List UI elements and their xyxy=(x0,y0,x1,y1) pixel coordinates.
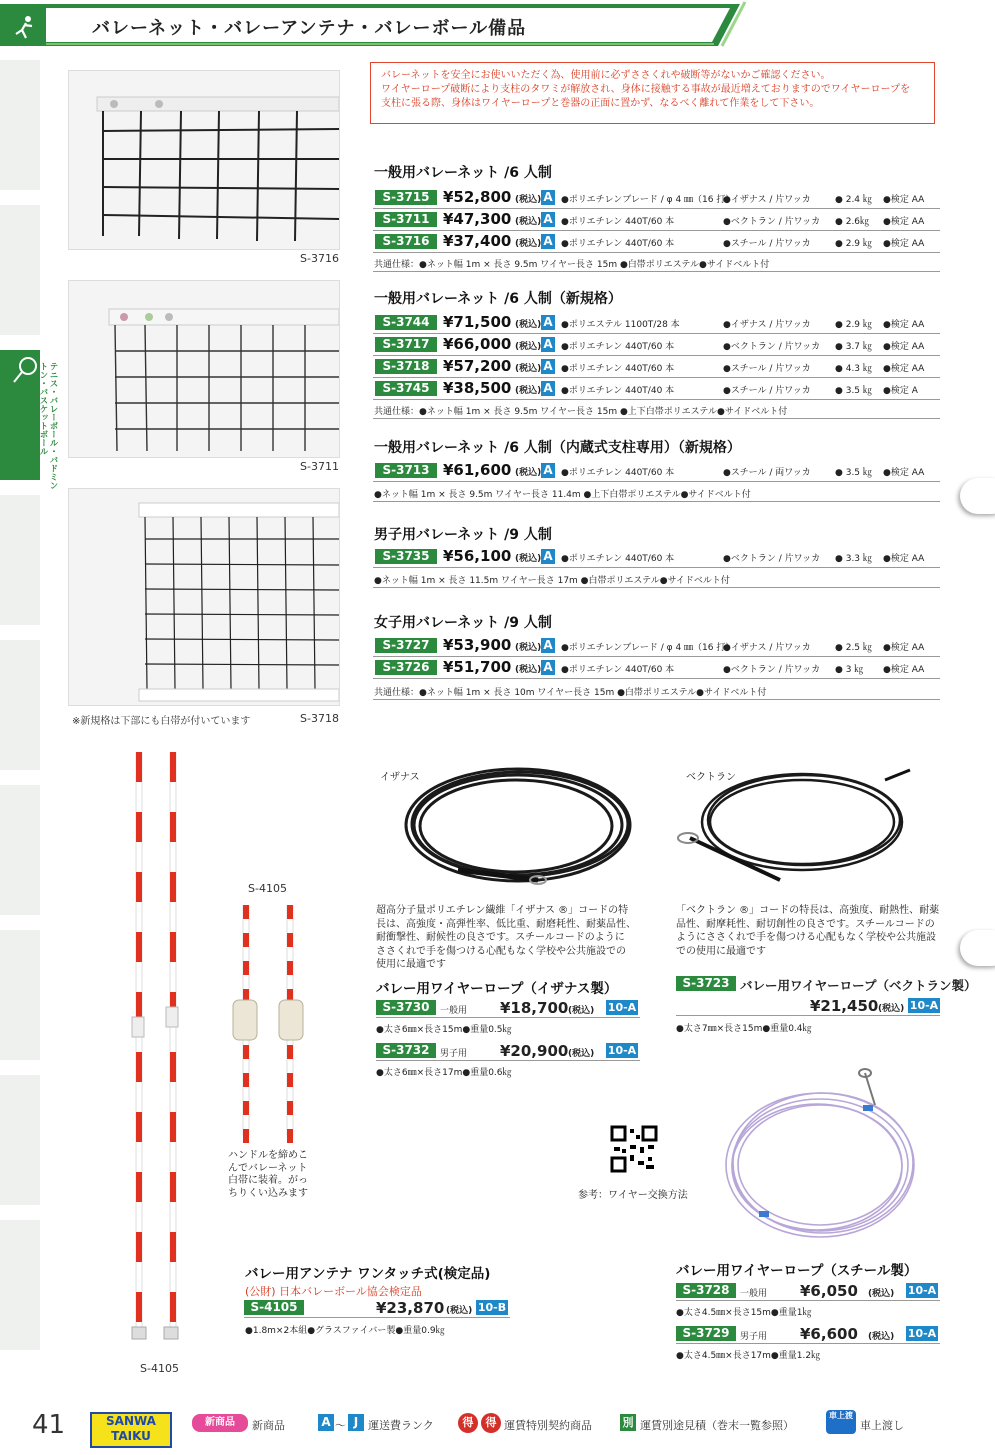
side-tab-7[interactable] xyxy=(0,930,40,1060)
net-photo-s3718 xyxy=(68,488,340,706)
wire-price-row xyxy=(376,1042,640,1061)
new-product-label: 新商品 xyxy=(252,1419,285,1432)
product-price: ¥18,700 xyxy=(500,999,569,1017)
product-code: S-3729 xyxy=(676,1326,736,1341)
vectran-description xyxy=(676,904,939,958)
side-tab-2[interactable] xyxy=(0,205,40,335)
product-row xyxy=(373,232,940,253)
izanas-label: イザナス xyxy=(380,772,420,783)
antenna-caption-top: S-4105 xyxy=(248,882,287,895)
product-price: ¥47,300 xyxy=(443,210,512,228)
material-spec: ●ポリエチレン 440T/60 本 xyxy=(561,554,675,564)
product-price: ¥57,200 xyxy=(443,357,512,375)
izanas-desc-line: 耐衝撃性、耐候性の良さです。スチールコードのように xyxy=(376,932,625,943)
rank-j-badge: J xyxy=(348,1414,364,1431)
antenna-title: バレー用アンテナ ワンタッチ式(検定品) xyxy=(245,1266,491,1282)
usage-type: 男子用 xyxy=(440,1049,468,1059)
product-price: ¥20,900 xyxy=(500,1042,569,1060)
certification: ●検定 AA xyxy=(883,342,925,352)
tax-label: (税込) xyxy=(868,1289,895,1299)
material-spec: ●ポリエチレン 440T/60 本 xyxy=(561,217,675,227)
product-price: ¥52,800 xyxy=(443,188,512,206)
page-title: バレーネット・バレーアンテナ・バレーボール備品 xyxy=(92,18,527,39)
wire-spec: ●ベクトラン / 片ワッカ xyxy=(723,217,821,227)
wire-spec: ●ベクトラン / 片ワッカ xyxy=(723,554,821,564)
certification: ●検定 AA xyxy=(883,643,925,653)
product-code: S-3735 xyxy=(375,549,437,564)
shipping-rank-badge: 10-B xyxy=(477,1301,507,1314)
tax-label: (税込) xyxy=(515,364,542,374)
product-code: S-3718 xyxy=(375,359,437,374)
antenna-red-stripe xyxy=(136,1292,142,1322)
section-title: 一般用バレーネット /6 人制（内蔵式支柱専用）（新規格） xyxy=(374,440,741,456)
section-title: 男子用バレーネット /9 人制 xyxy=(374,527,552,543)
section-divider xyxy=(373,501,940,502)
izanas-wire-image xyxy=(398,760,638,895)
shipping-rank-badge: A xyxy=(541,638,555,653)
product-price: ¥23,870 xyxy=(376,1299,445,1317)
antenna-red-stripe xyxy=(170,872,176,902)
antenna-red-stripe xyxy=(170,1052,176,1082)
antenna-red-stripe xyxy=(170,1112,176,1142)
product-price: ¥56,100 xyxy=(443,547,512,565)
certification: ●検定 AA xyxy=(883,217,925,227)
volleyball-player-icon xyxy=(12,14,38,40)
weight: ● 3.3 ㎏ xyxy=(835,554,872,564)
section-title: 女子用バレーネット /9 人制 xyxy=(374,615,552,631)
binder-hole-2 xyxy=(960,930,995,966)
product-row xyxy=(373,188,940,209)
weight: ● 3.7 ㎏ xyxy=(835,342,872,352)
antenna-red-stripe xyxy=(287,1045,293,1059)
antenna-red-stripe xyxy=(243,1073,249,1087)
brand-line-2: TAIKU xyxy=(111,1429,151,1443)
wire-spec: ●太さ4.5㎜×長さ17m●重量1.2㎏ xyxy=(676,1351,821,1361)
product-code: S-3730 xyxy=(376,1000,436,1015)
vectran-desc-line: での使用に最適です xyxy=(676,945,766,957)
photo-note: ※新規格は下部にも白帯が付いています xyxy=(72,716,251,727)
special-contract-badge-2: 得 xyxy=(481,1413,501,1433)
usage-type: 一般用 xyxy=(440,1006,468,1016)
certification: ●検定 AA xyxy=(883,364,925,374)
antenna-red-stripe xyxy=(170,1172,176,1202)
antenna-red-stripe xyxy=(243,1129,249,1143)
antenna-full-image xyxy=(120,752,190,1352)
antenna-red-stripe xyxy=(287,905,293,919)
product-code: S-3726 xyxy=(375,660,437,675)
antenna-desc-line: んでバレーネット xyxy=(228,1162,308,1174)
product-code: S-3713 xyxy=(375,463,437,478)
certification: ●検定 AA xyxy=(883,239,925,249)
product-row xyxy=(373,636,940,657)
side-tab-5[interactable] xyxy=(0,640,40,770)
shipping-rank-badge: A xyxy=(541,337,555,352)
wire-spec: ●太さ6㎜×長さ17m●重量0.6㎏ xyxy=(376,1068,512,1078)
product-code: S-3744 xyxy=(375,315,437,330)
antenna-red-stripe xyxy=(287,1073,293,1087)
truck-delivery-badge: 車上渡 xyxy=(826,1410,856,1434)
tax-label: (税込) xyxy=(515,320,542,330)
wire-spec: ●スチール / 片ワッカ xyxy=(723,364,811,374)
material-spec: ●ポリエチレン 440T/60 本 xyxy=(561,665,675,675)
product-price: ¥37,400 xyxy=(443,232,512,250)
product-code: S-3711 xyxy=(375,212,437,227)
section-title: 一般用バレーネット /6 人制（新規格） xyxy=(374,291,622,307)
tax-label: (税込) xyxy=(878,1004,905,1014)
antenna-desc-line: 白帯に装着。がっ xyxy=(228,1175,308,1186)
antenna-red-stripe xyxy=(243,961,249,975)
antenna-red-stripe xyxy=(287,1101,293,1115)
racket-icon xyxy=(0,350,40,480)
photo-caption-2: S-3711 xyxy=(300,460,339,473)
side-tab-6[interactable] xyxy=(0,785,40,915)
binder-hole-1 xyxy=(960,478,995,514)
product-price: ¥21,450 xyxy=(810,997,879,1015)
tax-label: (税込) xyxy=(446,1306,473,1316)
safety-warning xyxy=(370,62,935,124)
certification: ●検定 AA xyxy=(883,665,925,675)
qr-code-icon[interactable] xyxy=(610,1125,658,1173)
product-code: S-3732 xyxy=(376,1043,436,1058)
wire-spec: ●ベクトラン / 片ワッカ xyxy=(723,665,821,675)
shipping-rank-badge: A xyxy=(541,234,555,249)
antenna-caption-bottom: S-4105 xyxy=(140,1362,179,1375)
shipping-rank-badge: A xyxy=(541,660,555,675)
product-row xyxy=(373,210,940,231)
material-spec: ●ポリエチレン 440T/60 本 xyxy=(561,468,675,478)
net-photo-s3711 xyxy=(68,280,340,458)
tax-label: (税込) xyxy=(568,1006,595,1016)
certification: ●検定 AA xyxy=(883,195,925,205)
material-spec: ●ポリエチレン 440T/60 本 xyxy=(561,364,675,374)
material-spec: ●ポリエチレン 440T/40 本 xyxy=(561,386,675,396)
izanas-title: バレー用ワイヤーロープ（イザナス製） xyxy=(376,981,618,997)
antenna-red-stripe xyxy=(287,933,293,947)
certification: ●検定 AA xyxy=(883,554,925,564)
material-spec: ●ポリエチレンブレード / φ 4 ㎜（16 打） xyxy=(561,195,735,205)
shipping-rank-badge: A xyxy=(541,315,555,330)
antenna-red-stripe xyxy=(287,961,293,975)
steel-title: バレー用ワイヤーロープ（スチール製） xyxy=(676,1263,918,1279)
tax-label: (税込) xyxy=(515,468,542,478)
product-code: S-3715 xyxy=(375,190,437,205)
material-spec: ●ポリエチレン 440T/60 本 xyxy=(561,239,675,249)
weight: ● 3.5 ㎏ xyxy=(835,386,872,396)
wire-price-row xyxy=(376,999,640,1018)
brand-logo xyxy=(90,1412,172,1448)
certification: ●検定 AA xyxy=(883,320,925,330)
product-code: S-3728 xyxy=(676,1283,736,1298)
separate-quote-label: 運賃別途見積（巻末一覧参照） xyxy=(640,1419,794,1432)
product-row xyxy=(373,658,940,679)
product-row xyxy=(373,379,940,400)
antenna-red-stripe xyxy=(136,752,142,782)
vectran-desc-line: ようにささくれで手を傷つける心配もなく学校や公共施設 xyxy=(676,932,936,943)
tax-label: (税込) xyxy=(515,342,542,352)
wire-spec: ●ベクトラン / 片ワッカ xyxy=(723,342,821,352)
material-spec: ●ポリエチレンブレード / φ 4 ㎜（16 打） xyxy=(561,643,735,653)
side-tab-1[interactable] xyxy=(0,60,40,190)
shipping-rank-badge: 10-A xyxy=(907,1284,937,1297)
side-tab-active[interactable] xyxy=(0,350,40,480)
common-spec: 共通仕様：●ネット幅 1m × 長さ 10m ワイヤー長さ 15m ●白帯ポリエステル●サイドベルト付 xyxy=(374,688,767,698)
izanas-desc-line: 超高分子量ポリエチレン繊維「イザナス ®」コードの特 xyxy=(376,905,629,916)
vectran-desc-line: 「ベクトラン ®」コードの特長は、高強度、耐熱性、耐薬 xyxy=(676,905,940,916)
antenna-desc-line: ちりくい込みます xyxy=(228,1187,308,1199)
product-code: S-4105 xyxy=(244,1300,304,1315)
vectran-title-row xyxy=(676,975,977,995)
weight: ● 3 ㎏ xyxy=(835,665,864,675)
shipping-rank-badge: A xyxy=(541,549,555,564)
truck-delivery-label: 車上渡し xyxy=(860,1419,904,1432)
material-spec: ●ポリエチレン 440T/60 本 xyxy=(561,342,675,352)
product-price: ¥61,600 xyxy=(443,461,512,479)
antenna-detail-image xyxy=(225,905,315,1145)
shipping-rank-badge: A xyxy=(541,190,555,205)
product-row xyxy=(373,335,940,356)
section-divider xyxy=(373,699,940,700)
common-spec: 共通仕様：●ネット幅 1m × 長さ 9.5m ワイヤー長さ 15m ●上下白帯ポリエステル●サイドベルト付 xyxy=(374,407,788,417)
antenna-red-stripe xyxy=(243,1101,249,1115)
photo-caption-3: S-3718 xyxy=(300,712,339,725)
new-product-badge: 新商品 xyxy=(192,1414,248,1432)
rank-separator: 〜 xyxy=(335,1419,346,1432)
antenna-red-stripe xyxy=(243,933,249,947)
product-code: S-3717 xyxy=(375,337,437,352)
tax-label: (税込) xyxy=(515,554,542,564)
section-divider xyxy=(373,418,940,419)
side-tab-4[interactable] xyxy=(0,495,40,625)
vectran-title: バレー用ワイヤーロープ（ベクトラン製） xyxy=(740,978,977,993)
vectran-price-row xyxy=(676,997,940,1016)
net-photo-s3716 xyxy=(68,70,340,250)
warning-line-3: 支柱に張る際、身体はワイヤーロープと巻器の正面に置かず、なるべく離れて作業をして下さい。 xyxy=(381,98,820,109)
wire-spec: ●スチール / 両ワッカ xyxy=(723,468,811,478)
antenna-red-stripe xyxy=(136,872,142,902)
tax-label: (税込) xyxy=(515,665,542,675)
izanas-desc-line: 使用に最適です xyxy=(376,959,446,970)
weight: ● 3.5 ㎏ xyxy=(835,468,872,478)
vectran-desc-line: 品性、耐摩耗性、耐切創性の良さです。スチールコードの xyxy=(676,918,935,930)
shipping-rank-badge: 10-A xyxy=(607,1044,637,1057)
product-row xyxy=(373,547,940,568)
antenna-price-row xyxy=(244,1299,510,1318)
shipping-rank-badge: A xyxy=(541,381,555,396)
antenna-desc-line: ハンドルを締めこ xyxy=(228,1150,308,1161)
shipping-rank-badge: 10-A xyxy=(909,999,939,1012)
antenna-red-stripe xyxy=(136,1112,142,1142)
product-code: S-3716 xyxy=(375,234,437,249)
wire-price-row xyxy=(676,1282,940,1301)
antenna-red-stripe xyxy=(170,1232,176,1262)
wire-spec: ●スチール / 片ワッカ xyxy=(723,386,811,396)
usage-type: 男子用 xyxy=(740,1332,768,1342)
antenna-red-stripe xyxy=(136,812,142,842)
shipping-rank-badge: A xyxy=(541,463,555,478)
wire-price-row xyxy=(676,1325,940,1344)
tax-label: (税込) xyxy=(868,1332,895,1342)
product-code: S-3727 xyxy=(375,638,437,653)
tax-label: (税込) xyxy=(515,239,542,249)
izanas-desc-line: ささくれで手を傷つける心配もなく学校や公共施設での xyxy=(376,945,626,957)
product-code: S-3745 xyxy=(375,381,437,396)
wire-spec: ●太さ6㎜×長さ15m●重量0.5㎏ xyxy=(376,1025,512,1035)
page-number: 41 xyxy=(32,1410,66,1440)
separate-quote-badge: 別 xyxy=(620,1414,636,1431)
product-price: ¥38,500 xyxy=(443,379,512,397)
product-price: ¥71,500 xyxy=(443,313,512,331)
warning-line-1: バレーネットを安全にお使いいただく為、使用前に必ずささくれや破断等がないかご確認ください。 xyxy=(381,70,831,81)
wire-spec: ●イザナス / 片ワッカ xyxy=(723,320,811,330)
material-spec: ●ポリエステル 1100T/28 本 xyxy=(561,320,680,330)
common-spec: 共通仕様：●ネット幅 1m × 長さ 9.5m ワイヤー長さ 15m ●白帯ポリエステル●サイドベルト付 xyxy=(374,260,770,270)
product-row xyxy=(373,461,940,482)
shipping-rank-badge: 10-A xyxy=(607,1001,637,1014)
weight: ● 2.9 ㎏ xyxy=(835,239,872,249)
product-row xyxy=(373,313,940,334)
weight: ● 2.4 ㎏ xyxy=(835,195,872,205)
antenna-red-stripe xyxy=(170,812,176,842)
rank-a-badge: A xyxy=(318,1414,334,1431)
antenna-red-stripe xyxy=(136,1232,142,1262)
product-price: ¥6,600 xyxy=(800,1325,858,1343)
photo-caption-1: S-3716 xyxy=(300,252,339,265)
tax-label: (税込) xyxy=(568,1049,595,1059)
antenna-red-stripe xyxy=(136,932,142,962)
side-tab-label: テニス・バレーボール・バドミントン・バスケットボール xyxy=(38,362,58,490)
tax-label: (税込) xyxy=(515,195,542,205)
tax-label: (税込) xyxy=(515,643,542,653)
section-divider xyxy=(373,271,940,272)
antenna-red-stripe xyxy=(243,905,249,919)
shipping-rank-badge: A xyxy=(541,359,555,374)
special-contract-badge: 得 xyxy=(458,1413,478,1433)
tax-label: (税込) xyxy=(515,217,542,227)
product-price: ¥66,000 xyxy=(443,335,512,353)
antenna-red-stripe xyxy=(243,1045,249,1059)
antenna-red-stripe xyxy=(170,1292,176,1322)
izanas-desc-line: 長は、高強度・高弾性率、低比重、耐磨耗性、耐薬品性、 xyxy=(376,918,636,930)
product-code: S-3723 xyxy=(676,976,736,991)
antenna-red-stripe xyxy=(170,752,176,782)
tax-label: (税込) xyxy=(515,386,542,396)
antenna-red-stripe xyxy=(136,1052,142,1082)
vectran-label: ベクトラン xyxy=(686,772,736,783)
antenna-description xyxy=(228,1150,308,1200)
common-spec: ●ネット幅 1m × 長さ 11.5m ワイヤー長さ 17m ●白帯ポリエステル●サイドベルト付 xyxy=(374,576,730,586)
vectran-wire-image xyxy=(670,760,920,895)
special-contract-label: 運賃特別契約商品 xyxy=(504,1419,592,1432)
weight: ● 2.9 ㎏ xyxy=(835,320,872,330)
rank-label: 運送費ランク xyxy=(368,1419,434,1432)
weight: ● 4.3 ㎏ xyxy=(835,364,872,374)
antenna-cert-note: (公財) 日本バレーボール協会検定品 xyxy=(245,1285,422,1298)
section-divider xyxy=(373,587,940,588)
weight: ● 2.5 ㎏ xyxy=(835,643,872,653)
product-price: ¥6,050 xyxy=(800,1282,858,1300)
izanas-description xyxy=(376,904,636,972)
product-row xyxy=(373,357,940,378)
wire-spec: ●イザナス / 片ワッカ xyxy=(723,195,811,205)
common-spec: ●ネット幅 1m × 長さ 9.5m ワイヤー長さ 11.4m ●上下白帯ポリエステル●サイドベルト付 xyxy=(374,490,751,500)
section-title: 一般用バレーネット /6 人制 xyxy=(374,165,552,181)
brand-line-1: SANWA xyxy=(106,1414,156,1428)
wire-spec: ●太さ4.5㎜×長さ15m●重量1㎏ xyxy=(676,1308,812,1318)
product-price: ¥53,900 xyxy=(443,636,512,654)
vectran-spec: ●太さ7㎜×長さ15m●重量0.4㎏ xyxy=(676,1024,812,1034)
certification: ●検定 AA xyxy=(883,468,925,478)
qr-label: 参考：ワイヤー交換方法 xyxy=(578,1190,688,1201)
usage-type: 一般用 xyxy=(740,1289,768,1299)
shipping-rank-badge: A xyxy=(541,212,555,227)
side-tab-8[interactable] xyxy=(0,1075,40,1205)
warning-line-2: ワイヤーロープ破断により支柱のタワミが解放され、身体に接触する事故が最近増えておりますのでワイヤーロープを xyxy=(381,84,910,95)
product-price: ¥51,700 xyxy=(443,658,512,676)
steel-wire-image xyxy=(715,1065,925,1255)
side-tab-9[interactable] xyxy=(0,1220,40,1350)
weight: ● 2.6㎏ xyxy=(835,217,870,227)
antenna-red-stripe xyxy=(287,1129,293,1143)
wire-spec: ●イザナス / 片ワッカ xyxy=(723,643,811,653)
certification: ●検定 A xyxy=(883,386,918,396)
antenna-red-stripe xyxy=(136,1172,142,1202)
shipping-rank-badge: 10-A xyxy=(907,1327,937,1340)
antenna-red-stripe xyxy=(170,932,176,962)
wire-spec: ●スチール / 片ワッカ xyxy=(723,239,811,249)
antenna-spec: ●1.8m×2本組●グラスファイバー製●重量0.9㎏ xyxy=(245,1326,445,1336)
